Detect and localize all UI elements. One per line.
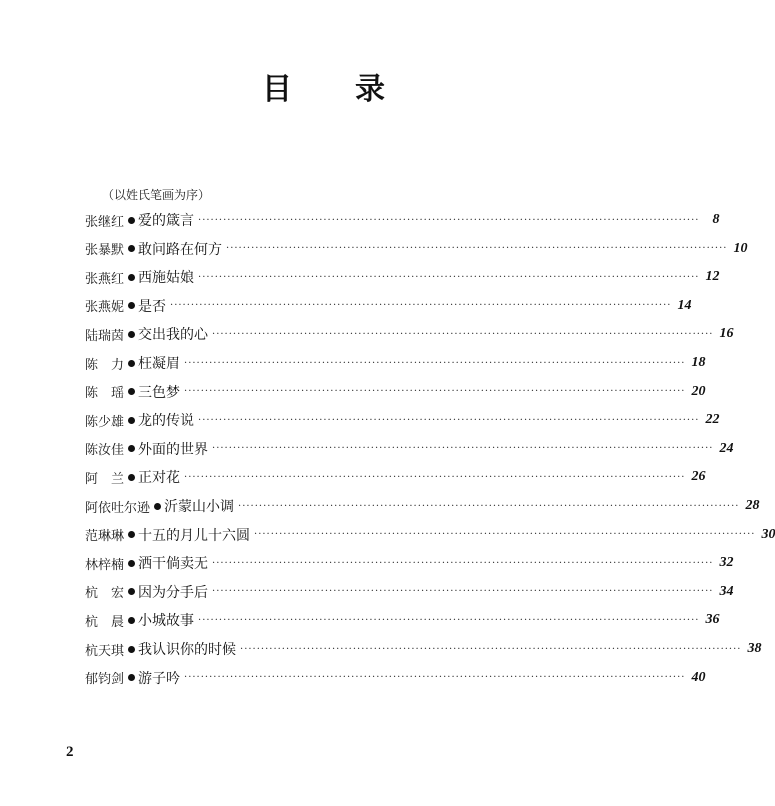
toc-entry[interactable] bbox=[85, 381, 706, 403]
dot-leader: ························································································································ bbox=[184, 357, 686, 369]
dot-leader: ························································································································ bbox=[170, 300, 672, 312]
toc-entry[interactable] bbox=[85, 266, 720, 288]
entry-page-number: 32 bbox=[719, 555, 734, 571]
dot-leader: ························································································································ bbox=[212, 443, 714, 455]
toc-entry[interactable] bbox=[85, 524, 775, 546]
bullet-icon bbox=[128, 388, 135, 395]
toc-entry[interactable] bbox=[85, 323, 734, 345]
entry-author: 陆瑞茵 bbox=[85, 328, 125, 344]
entry-author: 张燕妮 bbox=[85, 300, 125, 316]
entry-author: 阿 兰 bbox=[85, 471, 125, 487]
ordering-note: （以姓氏笔画为序） bbox=[102, 188, 211, 202]
bullet-icon bbox=[128, 617, 135, 624]
entry-page-number: 18 bbox=[691, 355, 706, 370]
entry-title: 沂蒙山小调 bbox=[164, 499, 235, 515]
dot-leader: ························································································································ bbox=[184, 672, 686, 684]
entry-author: 林梓楠 bbox=[85, 557, 125, 573]
entry-page-number: 34 bbox=[719, 583, 734, 599]
dot-leader: ························································································································ bbox=[238, 500, 740, 512]
entry-page-number: 38 bbox=[747, 641, 762, 656]
entry-title: 三色梦 bbox=[138, 384, 181, 401]
bullet-icon bbox=[128, 360, 135, 367]
entry-author: 张继红 bbox=[85, 214, 125, 230]
entry-title: 枉凝眉 bbox=[138, 356, 181, 372]
entry-page-number: 24 bbox=[719, 440, 734, 456]
entry-author: 范琳琳 bbox=[85, 529, 125, 545]
toc-entry[interactable] bbox=[85, 667, 706, 689]
entry-author: 陈 力 bbox=[85, 357, 125, 373]
dot-leader: ························································································································ bbox=[184, 386, 686, 398]
entry-title: 交出我的心 bbox=[138, 327, 209, 344]
toc-entry[interactable] bbox=[85, 552, 734, 574]
entry-title: 龙的传说 bbox=[138, 413, 195, 430]
bullet-icon bbox=[128, 646, 135, 653]
bullet-icon bbox=[128, 445, 135, 452]
entry-title: 十五的月儿十六圆 bbox=[138, 527, 251, 544]
entry-page-number: 12 bbox=[705, 269, 720, 285]
entry-page-number: 22 bbox=[705, 412, 720, 428]
dot-leader: ························································································································ bbox=[198, 271, 700, 283]
title-char-1: 目 bbox=[262, 72, 293, 107]
toc-entry[interactable] bbox=[85, 638, 762, 660]
dot-leader: ························································································································ bbox=[198, 614, 700, 626]
dot-leader: ························································································································ bbox=[226, 243, 728, 255]
dot-leader: ························································································································ bbox=[240, 643, 742, 655]
toc-entry[interactable] bbox=[85, 409, 720, 431]
dot-leader: ························································································································ bbox=[184, 471, 686, 483]
dot-leader: ························································································································ bbox=[254, 529, 756, 541]
bullet-icon bbox=[128, 560, 135, 567]
entry-page-number: 30 bbox=[761, 526, 775, 542]
entry-page-number: 36 bbox=[705, 612, 720, 628]
dot-leader: ························································································································ bbox=[198, 214, 700, 226]
entry-author: 张暴默 bbox=[85, 243, 125, 259]
entry-title: 爱的箴言 bbox=[138, 213, 195, 229]
entry-page-number: 28 bbox=[745, 498, 760, 513]
bullet-icon bbox=[128, 417, 135, 424]
entry-author: 郁钧剑 bbox=[85, 672, 125, 688]
entry-author: 杭 宏 bbox=[85, 586, 125, 602]
toc-entry[interactable] bbox=[85, 495, 760, 517]
bullet-icon bbox=[128, 474, 135, 481]
dot-leader: ························································································································ bbox=[198, 414, 700, 426]
entry-page-number: 14 bbox=[677, 297, 692, 313]
entry-page-number: 16 bbox=[719, 326, 734, 342]
entry-title: 正对花 bbox=[138, 470, 181, 487]
entry-title: 我认识你的时候 bbox=[138, 642, 237, 658]
entry-page-number: 8 bbox=[712, 212, 720, 227]
dot-leader: ························································································································ bbox=[212, 328, 714, 340]
entry-title: 西施姑娘 bbox=[138, 270, 195, 287]
entry-author: 陈 瑶 bbox=[85, 386, 125, 402]
page-title bbox=[262, 64, 386, 108]
entry-author: 陈少雄 bbox=[85, 414, 125, 430]
entry-title: 小城故事 bbox=[138, 613, 195, 630]
toc-entry[interactable] bbox=[85, 609, 720, 631]
entry-title: 是否 bbox=[138, 298, 167, 315]
toc-entry[interactable] bbox=[85, 209, 720, 231]
bullet-icon bbox=[128, 302, 135, 309]
toc-entry[interactable] bbox=[85, 466, 706, 488]
entry-page-number: 20 bbox=[691, 383, 706, 399]
entry-title: 因为分手后 bbox=[138, 584, 209, 601]
bullet-icon bbox=[128, 217, 135, 224]
title-char-2: 录 bbox=[355, 72, 386, 107]
dot-leader: ························································································································ bbox=[212, 557, 714, 569]
bullet-icon bbox=[128, 274, 135, 281]
bullet-icon bbox=[154, 503, 161, 510]
toc-entry[interactable] bbox=[85, 352, 706, 374]
bullet-icon bbox=[128, 245, 135, 252]
dot-leader: ························································································································ bbox=[212, 586, 714, 598]
toc-entry[interactable] bbox=[85, 581, 734, 603]
entry-title: 游子吟 bbox=[138, 670, 181, 687]
entry-author: 张燕红 bbox=[85, 271, 125, 287]
bullet-icon bbox=[128, 331, 135, 338]
entry-title: 洒干倘卖无 bbox=[138, 556, 209, 573]
bullet-icon bbox=[128, 588, 135, 595]
entry-page-number: 26 bbox=[691, 469, 706, 485]
entry-title: 外面的世界 bbox=[138, 441, 209, 458]
entry-author: 陈汝佳 bbox=[85, 443, 125, 459]
entry-page-number: 10 bbox=[733, 240, 748, 256]
toc-entry[interactable] bbox=[85, 438, 734, 460]
page-number: 2 bbox=[66, 744, 74, 760]
entry-author: 杭 晨 bbox=[85, 614, 125, 630]
toc-entry[interactable] bbox=[85, 295, 692, 317]
entry-author: 杭天琪 bbox=[85, 643, 125, 659]
entry-author: 阿依吐尔逊 bbox=[85, 500, 151, 516]
entry-page-number: 40 bbox=[691, 669, 706, 685]
bullet-icon bbox=[128, 674, 135, 681]
entry-title: 敢问路在何方 bbox=[138, 241, 223, 258]
toc-entry[interactable] bbox=[85, 238, 748, 260]
bullet-icon bbox=[128, 531, 135, 538]
